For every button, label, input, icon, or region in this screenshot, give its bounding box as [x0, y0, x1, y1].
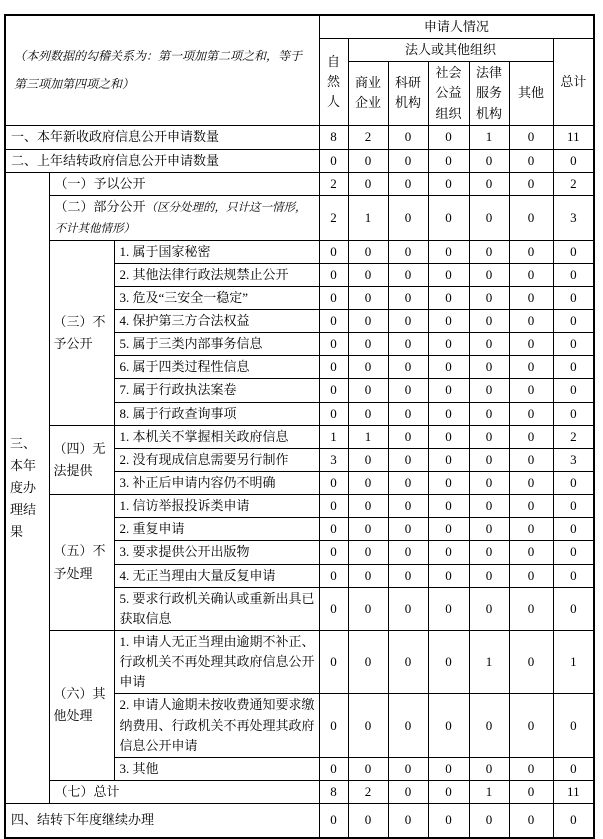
data-cell: 0: [469, 757, 509, 780]
data-cell: 0: [469, 195, 509, 240]
data-cell: 0: [469, 263, 509, 286]
sub-item-label: 2. 没有现成信息需要另行制作: [114, 448, 319, 471]
data-cell: 0: [319, 379, 348, 402]
data-cell: 1: [469, 780, 509, 803]
sub-item-label: 6. 属于四类过程性信息: [114, 356, 319, 379]
data-cell: 0: [348, 631, 388, 694]
data-cell: 0: [553, 694, 594, 757]
data-cell: 0: [388, 125, 428, 149]
data-cell: 0: [319, 694, 348, 757]
data-cell: 0: [509, 518, 553, 541]
table-row: [5, 240, 594, 263]
data-cell: 0: [509, 125, 553, 149]
data-cell: 0: [348, 333, 388, 356]
data-cell: 2: [553, 172, 594, 195]
data-cell: 0: [319, 518, 348, 541]
data-cell: 0: [509, 587, 553, 630]
data-cell: 0: [319, 541, 348, 564]
sub-item-label: 4. 无正当理由大量反复申请: [114, 564, 319, 587]
row-label-note: （区分处理的，只计这一情形，不计其他情形）: [54, 201, 307, 235]
data-cell: 3: [553, 195, 594, 240]
row-label: 四、结转下年度继续办理: [5, 804, 319, 838]
data-cell: 0: [509, 472, 553, 495]
data-cell: 0: [319, 564, 348, 587]
data-cell: 0: [509, 402, 553, 425]
data-cell: 0: [509, 495, 553, 518]
data-cell: 0: [553, 804, 594, 838]
data-cell: 0: [388, 694, 428, 757]
row-label: （七）总计: [49, 780, 319, 803]
data-cell: 0: [388, 631, 428, 694]
data-cell: 0: [428, 780, 469, 803]
data-cell: 0: [553, 379, 594, 402]
data-cell: 0: [388, 240, 428, 263]
data-cell: 0: [509, 333, 553, 356]
data-cell: 0: [428, 518, 469, 541]
data-cell: 0: [509, 310, 553, 333]
data-cell: 0: [509, 448, 553, 471]
group-label: （五）不予处理: [49, 495, 114, 631]
data-cell: 0: [509, 286, 553, 309]
group-label: （三）不予公开: [49, 240, 114, 425]
data-cell: 0: [469, 518, 509, 541]
sub-item-label: 3. 要求提供公开出版物: [114, 541, 319, 564]
data-cell: 0: [469, 310, 509, 333]
header-natural-person: 自然人: [319, 39, 348, 126]
data-cell: 0: [388, 564, 428, 587]
data-cell: 0: [469, 472, 509, 495]
sub-item-label: 5. 属于三类内部事务信息: [114, 333, 319, 356]
table-row: [5, 495, 594, 518]
data-cell: 0: [388, 172, 428, 195]
data-cell: 0: [428, 495, 469, 518]
data-cell: 0: [319, 402, 348, 425]
data-cell: 0: [553, 286, 594, 309]
sub-item-label: 2. 申请人逾期未按收费通知要求缴纳费用、行政机关不再处理其政府信息公开申请: [114, 694, 319, 757]
data-cell: 1: [319, 425, 348, 448]
data-cell: 0: [469, 804, 509, 838]
data-cell: 0: [428, 694, 469, 757]
data-cell: 1: [348, 195, 388, 240]
table-row: [5, 125, 594, 149]
data-cell: 0: [388, 425, 428, 448]
data-cell: 0: [388, 495, 428, 518]
header-legal-or-other-org: 法人或其他组织: [348, 39, 553, 62]
data-cell: 0: [348, 402, 388, 425]
data-cell: 0: [388, 149, 428, 172]
data-cell: 0: [388, 333, 428, 356]
data-cell: 0: [509, 356, 553, 379]
data-cell: 0: [469, 356, 509, 379]
reconciliation-note: （本列数据的勾稽关系为：第一项加第二项之和，等于第三项加第四项之和）: [5, 15, 319, 125]
sub-item-label: 8. 属于行政查询事项: [114, 402, 319, 425]
data-cell: 0: [388, 804, 428, 838]
data-cell: 0: [348, 694, 388, 757]
data-cell: 0: [388, 518, 428, 541]
data-cell: 0: [509, 694, 553, 757]
data-cell: 0: [428, 310, 469, 333]
data-cell: 8: [319, 780, 348, 803]
data-cell: 3: [319, 448, 348, 471]
data-cell: 0: [428, 333, 469, 356]
data-cell: 0: [553, 333, 594, 356]
data-cell: 0: [469, 149, 509, 172]
row-label: （一）予以公开: [49, 172, 319, 195]
data-cell: 0: [388, 195, 428, 240]
data-cell: 0: [428, 564, 469, 587]
data-cell: 0: [553, 402, 594, 425]
data-cell: 0: [469, 172, 509, 195]
header-commercial-enterprise: 商业企业: [348, 62, 388, 125]
data-cell: 0: [553, 472, 594, 495]
data-cell: 0: [428, 587, 469, 630]
table-row: [5, 195, 594, 240]
data-cell: 1: [469, 125, 509, 149]
sub-item-label: 5. 要求行政机关确认或重新出具已获取信息: [114, 587, 319, 630]
table-row: [5, 804, 594, 838]
data-cell: 0: [509, 240, 553, 263]
data-cell: 0: [469, 694, 509, 757]
header-total: 总计: [553, 39, 594, 126]
data-cell: 0: [319, 310, 348, 333]
data-cell: 0: [319, 495, 348, 518]
table-row: [5, 780, 594, 803]
data-cell: 0: [469, 541, 509, 564]
sub-item-label: 7. 属于行政执法案卷: [114, 379, 319, 402]
data-cell: 0: [348, 310, 388, 333]
data-cell: 0: [428, 379, 469, 402]
data-cell: 0: [348, 472, 388, 495]
header-legal-service-org: 法律服务机构: [469, 62, 509, 125]
data-cell: 0: [553, 541, 594, 564]
data-cell: 0: [319, 356, 348, 379]
data-cell: 2: [348, 125, 388, 149]
data-cell: 0: [428, 804, 469, 838]
data-cell: 0: [388, 286, 428, 309]
data-cell: 0: [553, 587, 594, 630]
data-cell: 0: [319, 804, 348, 838]
report-table: [4, 14, 595, 839]
data-cell: 0: [388, 356, 428, 379]
data-cell: 0: [388, 757, 428, 780]
data-cell: 0: [348, 757, 388, 780]
data-cell: 0: [553, 495, 594, 518]
group-label: （六）其他处理: [49, 631, 114, 781]
row-label: 二、上年结转政府信息公开申请数量: [5, 149, 319, 172]
table-row: [5, 631, 594, 694]
data-cell: 1: [348, 425, 388, 448]
sub-item-label: 1. 本机关不掌握相关政府信息: [114, 425, 319, 448]
data-cell: 0: [553, 564, 594, 587]
data-cell: 0: [428, 425, 469, 448]
data-cell: 0: [553, 356, 594, 379]
data-cell: 0: [319, 263, 348, 286]
data-cell: 0: [319, 333, 348, 356]
row-label: [49, 195, 319, 240]
data-cell: 0: [428, 149, 469, 172]
data-cell: 0: [348, 541, 388, 564]
data-cell: 0: [348, 263, 388, 286]
data-cell: 0: [509, 425, 553, 448]
data-cell: 0: [348, 149, 388, 172]
data-cell: 0: [388, 780, 428, 803]
data-cell: 0: [469, 402, 509, 425]
data-cell: 0: [428, 286, 469, 309]
data-cell: 0: [319, 149, 348, 172]
row-label: 一、本年新收政府信息公开申请数量: [5, 125, 319, 149]
table-row: [5, 425, 594, 448]
data-cell: 0: [348, 804, 388, 838]
data-cell: 0: [509, 564, 553, 587]
sub-item-label: 3. 其他: [114, 757, 319, 780]
data-cell: 0: [509, 195, 553, 240]
section-three-label: 三、本年度办理结果: [5, 172, 49, 803]
data-cell: 0: [509, 149, 553, 172]
data-cell: 8: [319, 125, 348, 149]
data-cell: 0: [469, 425, 509, 448]
data-cell: 0: [428, 356, 469, 379]
data-cell: 1: [553, 631, 594, 694]
header-social-welfare-org: 社会公益组织: [428, 62, 469, 125]
sub-item-label: 1. 申请人无正当理由逾期不补正、行政机关不再处理其政府信息公开申请: [114, 631, 319, 694]
data-cell: 0: [509, 757, 553, 780]
sub-item-label: 2. 其他法律行政法规禁止公开: [114, 263, 319, 286]
data-cell: 0: [469, 379, 509, 402]
data-cell: 2: [319, 172, 348, 195]
data-cell: 0: [348, 240, 388, 263]
sub-item-label: 3. 危及“三安全一稳定”: [114, 286, 319, 309]
data-cell: 11: [553, 125, 594, 149]
table-row: [5, 172, 594, 195]
data-cell: 0: [509, 379, 553, 402]
data-cell: 0: [388, 402, 428, 425]
sub-item-label: 4. 保护第三方合法权益: [114, 310, 319, 333]
data-cell: 0: [348, 379, 388, 402]
sub-item-label: 1. 信访举报投诉类申请: [114, 495, 319, 518]
data-cell: 0: [509, 804, 553, 838]
data-cell: 2: [553, 425, 594, 448]
data-cell: 0: [428, 125, 469, 149]
data-cell: 0: [428, 757, 469, 780]
data-cell: 0: [509, 631, 553, 694]
header-applicant-situation: 申请人情况: [319, 15, 594, 39]
data-cell: 0: [553, 757, 594, 780]
data-cell: 0: [428, 472, 469, 495]
table-header-row: [5, 15, 594, 39]
data-cell: 0: [509, 541, 553, 564]
row-label-text: （二）部分公开: [54, 198, 146, 214]
data-cell: 0: [553, 149, 594, 172]
data-cell: 0: [388, 379, 428, 402]
data-cell: 0: [509, 780, 553, 803]
data-cell: 0: [553, 263, 594, 286]
data-cell: 0: [428, 172, 469, 195]
data-cell: 0: [348, 518, 388, 541]
data-cell: 0: [388, 263, 428, 286]
data-cell: 0: [553, 310, 594, 333]
data-cell: 1: [469, 631, 509, 694]
data-cell: 0: [348, 448, 388, 471]
data-cell: 11: [553, 780, 594, 803]
sub-item-label: 1. 属于国家秘密: [114, 240, 319, 263]
data-cell: 0: [388, 587, 428, 630]
data-cell: 0: [428, 263, 469, 286]
data-cell: 0: [469, 448, 509, 471]
data-cell: 0: [553, 518, 594, 541]
header-other-org: 其他: [509, 62, 553, 125]
data-cell: 0: [428, 448, 469, 471]
table-row: [5, 149, 594, 172]
data-cell: 0: [348, 172, 388, 195]
data-cell: 0: [348, 495, 388, 518]
data-cell: 0: [428, 240, 469, 263]
data-cell: 0: [319, 240, 348, 263]
data-cell: 0: [348, 587, 388, 630]
data-cell: 0: [319, 472, 348, 495]
data-cell: 0: [388, 472, 428, 495]
data-cell: 0: [319, 286, 348, 309]
data-cell: 0: [388, 541, 428, 564]
data-cell: 0: [428, 541, 469, 564]
group-label: （四）无法提供: [49, 425, 114, 494]
data-cell: 0: [348, 356, 388, 379]
data-cell: 0: [469, 286, 509, 309]
data-cell: 0: [428, 631, 469, 694]
data-cell: 0: [469, 333, 509, 356]
header-research-institution: 科研机构: [388, 62, 428, 125]
data-cell: 0: [348, 286, 388, 309]
data-cell: 0: [469, 564, 509, 587]
data-cell: 0: [469, 495, 509, 518]
data-cell: 2: [319, 195, 348, 240]
data-cell: 3: [553, 448, 594, 471]
data-cell: 2: [348, 780, 388, 803]
data-cell: 0: [388, 448, 428, 471]
data-cell: 0: [553, 240, 594, 263]
data-cell: 0: [319, 587, 348, 630]
data-cell: 0: [509, 263, 553, 286]
data-cell: 0: [469, 587, 509, 630]
data-cell: 0: [469, 240, 509, 263]
data-cell: 0: [348, 564, 388, 587]
data-cell: 0: [509, 172, 553, 195]
data-cell: 0: [428, 402, 469, 425]
sub-item-label: 3. 补正后申请内容仍不明确: [114, 472, 319, 495]
data-cell: 0: [428, 195, 469, 240]
data-cell: 0: [388, 310, 428, 333]
data-cell: 0: [319, 757, 348, 780]
sub-item-label: 2. 重复申请: [114, 518, 319, 541]
data-cell: 0: [319, 631, 348, 694]
